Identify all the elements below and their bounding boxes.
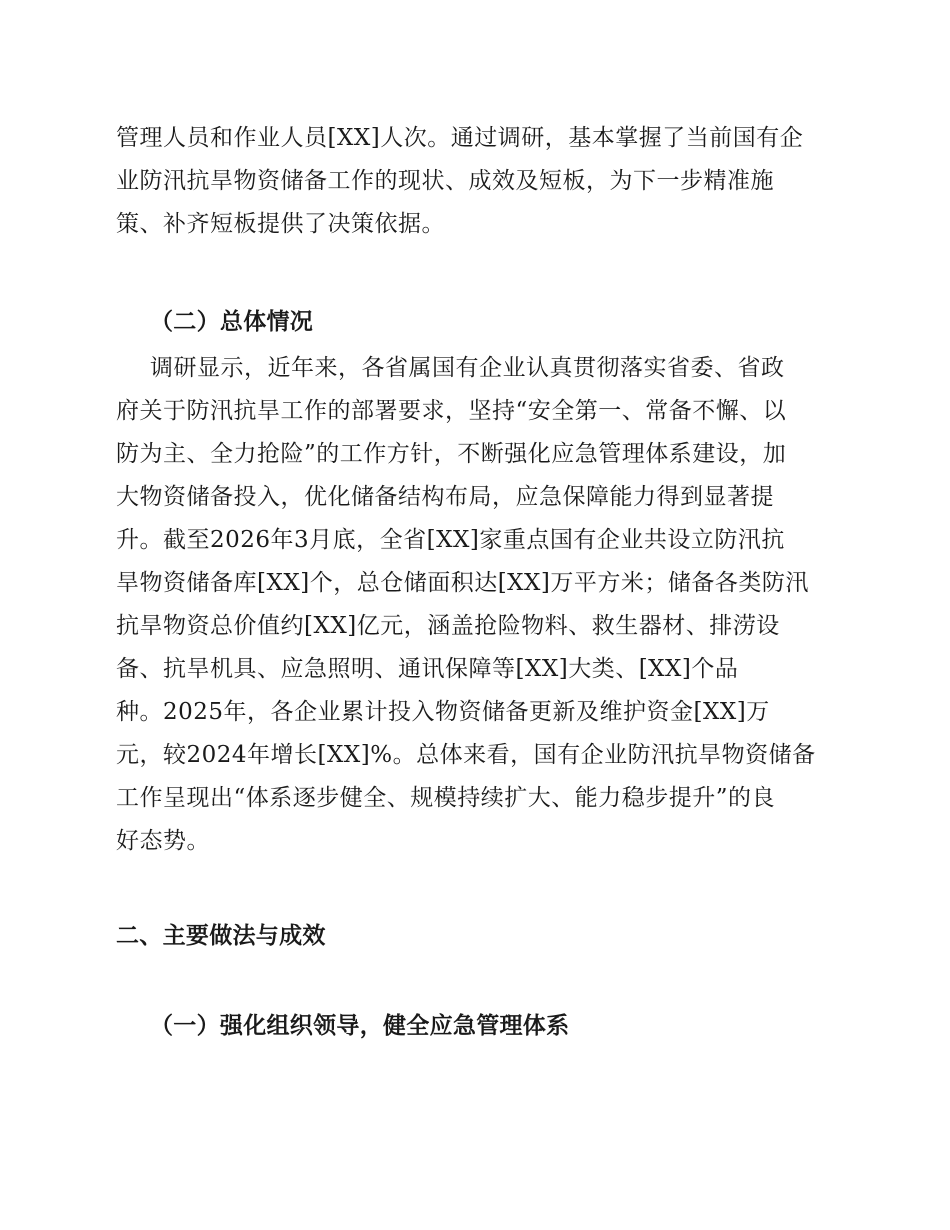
body-line-3: 防为主、全力抢险”的工作方针，不断强化应急管理体系建设，加 — [116, 441, 787, 467]
intro-line-3: 策、补齐短板提供了决策依据。 — [116, 211, 445, 237]
intro-line-1: 管理人员和作业人员[XX]人次。通过调研，基本掌握了当前国有企 — [116, 125, 804, 151]
body-line-9: 种。2025年，各企业累计投入物资储备更新及维护资金[XX]万 — [116, 699, 770, 725]
body-line-8: 备、抗旱机具、应急照明、通讯保障等[XX]大类、[XX]个品 — [116, 656, 739, 682]
section-heading-overall: （二）总体情况 — [150, 309, 314, 335]
body-line-7: 抗旱物资总价值约[XX]亿元，涵盖抢险物料、救生器材、排涝设 — [116, 613, 780, 639]
body-line-10: 元，较2024年增长[XX]%。总体来看，国有企业防汛抗旱物资储备 — [116, 742, 816, 768]
body-line-6: 旱物资储备库[XX]个，总仓储面积达[XX]万平方米；储备各类防汛 — [116, 570, 809, 596]
body-line-12: 好态势。 — [116, 828, 210, 854]
section-heading-organization: （一）强化组织领导，健全应急管理体系 — [150, 1013, 570, 1039]
body-line-4: 大物资储备投入，优化储备结构布局，应急保障能力得到显著提 — [116, 484, 774, 510]
chapter-heading-practices: 二、主要做法与成效 — [116, 923, 326, 949]
body-line-2: 府关于防汛抗旱工作的部署要求，坚持“安全第一、常备不懈、以 — [116, 398, 787, 424]
intro-line-2: 业防汛抗旱物资储备工作的现状、成效及短板，为下一步精准施 — [116, 168, 774, 194]
body-line-11: 工作呈现出“体系逐步健全、规模持续扩大、能力稳步提升”的良 — [116, 785, 776, 811]
body-line-1: 调研显示，近年来，各省属国有企业认真贯彻落实省委、省政 — [150, 355, 785, 381]
body-line-5: 升。截至2026年3月底，全省[XX]家重点国有企业共设立防汛抗 — [116, 527, 785, 553]
